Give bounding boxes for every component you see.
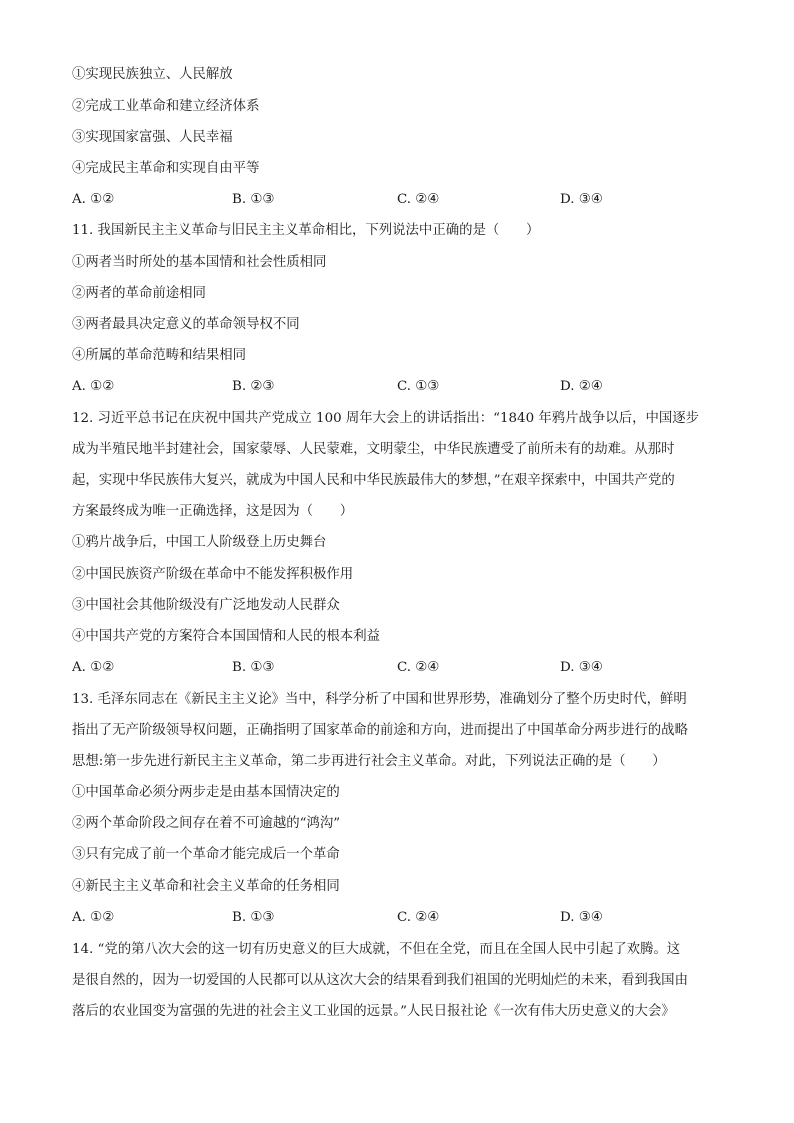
q10-choice-a: A. ①② bbox=[72, 192, 115, 207]
q11-choices bbox=[72, 377, 722, 397]
q12-option-2: ②中国民族资产阶级在革命中不能发挥积极作用 bbox=[72, 567, 354, 582]
q13-option-1: ①中国革命必须分两步走是由基本国情决定的 bbox=[72, 785, 340, 800]
q11-choice-a: A. ①② bbox=[72, 379, 115, 394]
q13-stem-line-2: 指出了无产阶级领导权问题，正确指明了国家革命的前途和方向，进而提出了中国革命分两步进行的战略 bbox=[72, 723, 688, 738]
q11-choice-c: C. ①③ bbox=[397, 379, 440, 394]
q14-stem-line-2: 是很自然的，因为一切爱国的人民都可以从这次大会的结果看到我们祖国的光明灿烂的未来，看到我国由 bbox=[72, 973, 688, 988]
q10-choice-d: D. ③④ bbox=[560, 192, 603, 207]
q10-option-2: ②完成工业革命和建立经济体系 bbox=[72, 99, 260, 114]
q10-option-3: ③实现国家富强、人民幸福 bbox=[72, 130, 233, 145]
q13-option-3: ③只有完成了前一个革命才能完成后一个革命 bbox=[72, 847, 340, 862]
q12-choice-c: C. ②④ bbox=[397, 660, 440, 675]
q11-choice-b: B. ②③ bbox=[232, 379, 275, 394]
q13-choice-b: B. ①③ bbox=[232, 910, 275, 925]
q13-stem-line-3: 思想:第一步先进行新民主主义革命，第二步再进行社会主义革命。对此，下列说法正确的是（ ） bbox=[72, 754, 666, 769]
q11-option-3: ③两者最具决定意义的革命领导权不同 bbox=[72, 317, 300, 332]
q12-choice-d: D. ③④ bbox=[560, 660, 603, 675]
q13-option-2: ②两个革命阶段之间存在着不可逾越的“鸿沟” bbox=[72, 816, 341, 831]
q10-choice-b: B. ①③ bbox=[232, 192, 275, 207]
q10-option-1: ①实现民族独立、人民解放 bbox=[72, 67, 233, 82]
q11-option-1: ①两者当时所处的基本国情和社会性质相同 bbox=[72, 255, 327, 270]
q13-choice-a: A. ①② bbox=[72, 910, 115, 925]
q12-choice-a: A. ①② bbox=[72, 660, 115, 675]
q11-choice-d: D. ②④ bbox=[560, 379, 603, 394]
q11-stem-line-1: 11. 我国新民主主义革命与旧民主主义革命相比，下列说法中正确的是（ ） bbox=[72, 223, 540, 238]
q12-choice-b: B. ①③ bbox=[232, 660, 275, 675]
q14-stem-line-3: 落后的农业国变为富强的先进的社会主义工业国的远景。”人民日报社论《一次有伟大历史意义的大会》 bbox=[72, 1004, 675, 1019]
q12-stem-line-1: 12. 习近平总书记在庆祝中国共产党成立 100 周年大会上的讲话指出：“1840 年鸦片战争以后，中国逐步 bbox=[72, 411, 700, 426]
q12-option-3: ③中国社会其他阶级没有广泛地发动人民群众 bbox=[72, 598, 340, 613]
q12-stem-line-4: 方案最终成为唯一正确选择，这是因为（ ） bbox=[72, 504, 354, 519]
q14-stem-line-1: 14. “党的第八次大会的这一切有历史意义的巨大成就，不但在全党，而且在全国人民中引起了欢腾。这 bbox=[72, 942, 681, 957]
q13-choices bbox=[72, 908, 722, 928]
q13-option-4: ④新民主主义革命和社会主义革命的任务相同 bbox=[72, 879, 340, 894]
q12-stem-line-3: 起，实现中华民族伟大复兴，就成为中国人民和中华民族最伟大的梦想，”在艰辛探索中，中国共产党的 bbox=[72, 473, 675, 488]
q12-option-1: ①鸦片战争后，中国工人阶级登上历史舞台 bbox=[72, 535, 327, 550]
q12-stem-line-2: 成为半殖民地半封建社会，国家蒙辱、人民蒙难，文明蒙尘，中华民族遭受了前所未有的劫难。从那时 bbox=[72, 442, 675, 457]
q10-choice-c: C. ②④ bbox=[397, 192, 440, 207]
q12-option-4: ④中国共产党的方案符合本国国情和人民的根本利益 bbox=[72, 629, 380, 644]
q13-choice-d: D. ③④ bbox=[560, 910, 603, 925]
q12-choices bbox=[72, 658, 722, 678]
q11-option-2: ②两者的革命前途相同 bbox=[72, 286, 206, 301]
q13-stem-line-1: 13. 毛泽东同志在《新民主主义论》当中，科学分析了中国和世界形势，准确划分了整个历史时代，鲜明 bbox=[72, 692, 687, 707]
q10-choices bbox=[72, 190, 722, 210]
q11-option-4: ④所属的革命范畴和结果相同 bbox=[72, 348, 247, 363]
q13-choice-c: C. ②④ bbox=[397, 910, 440, 925]
q10-option-4: ④完成民主革命和实现自由平等 bbox=[72, 161, 260, 176]
